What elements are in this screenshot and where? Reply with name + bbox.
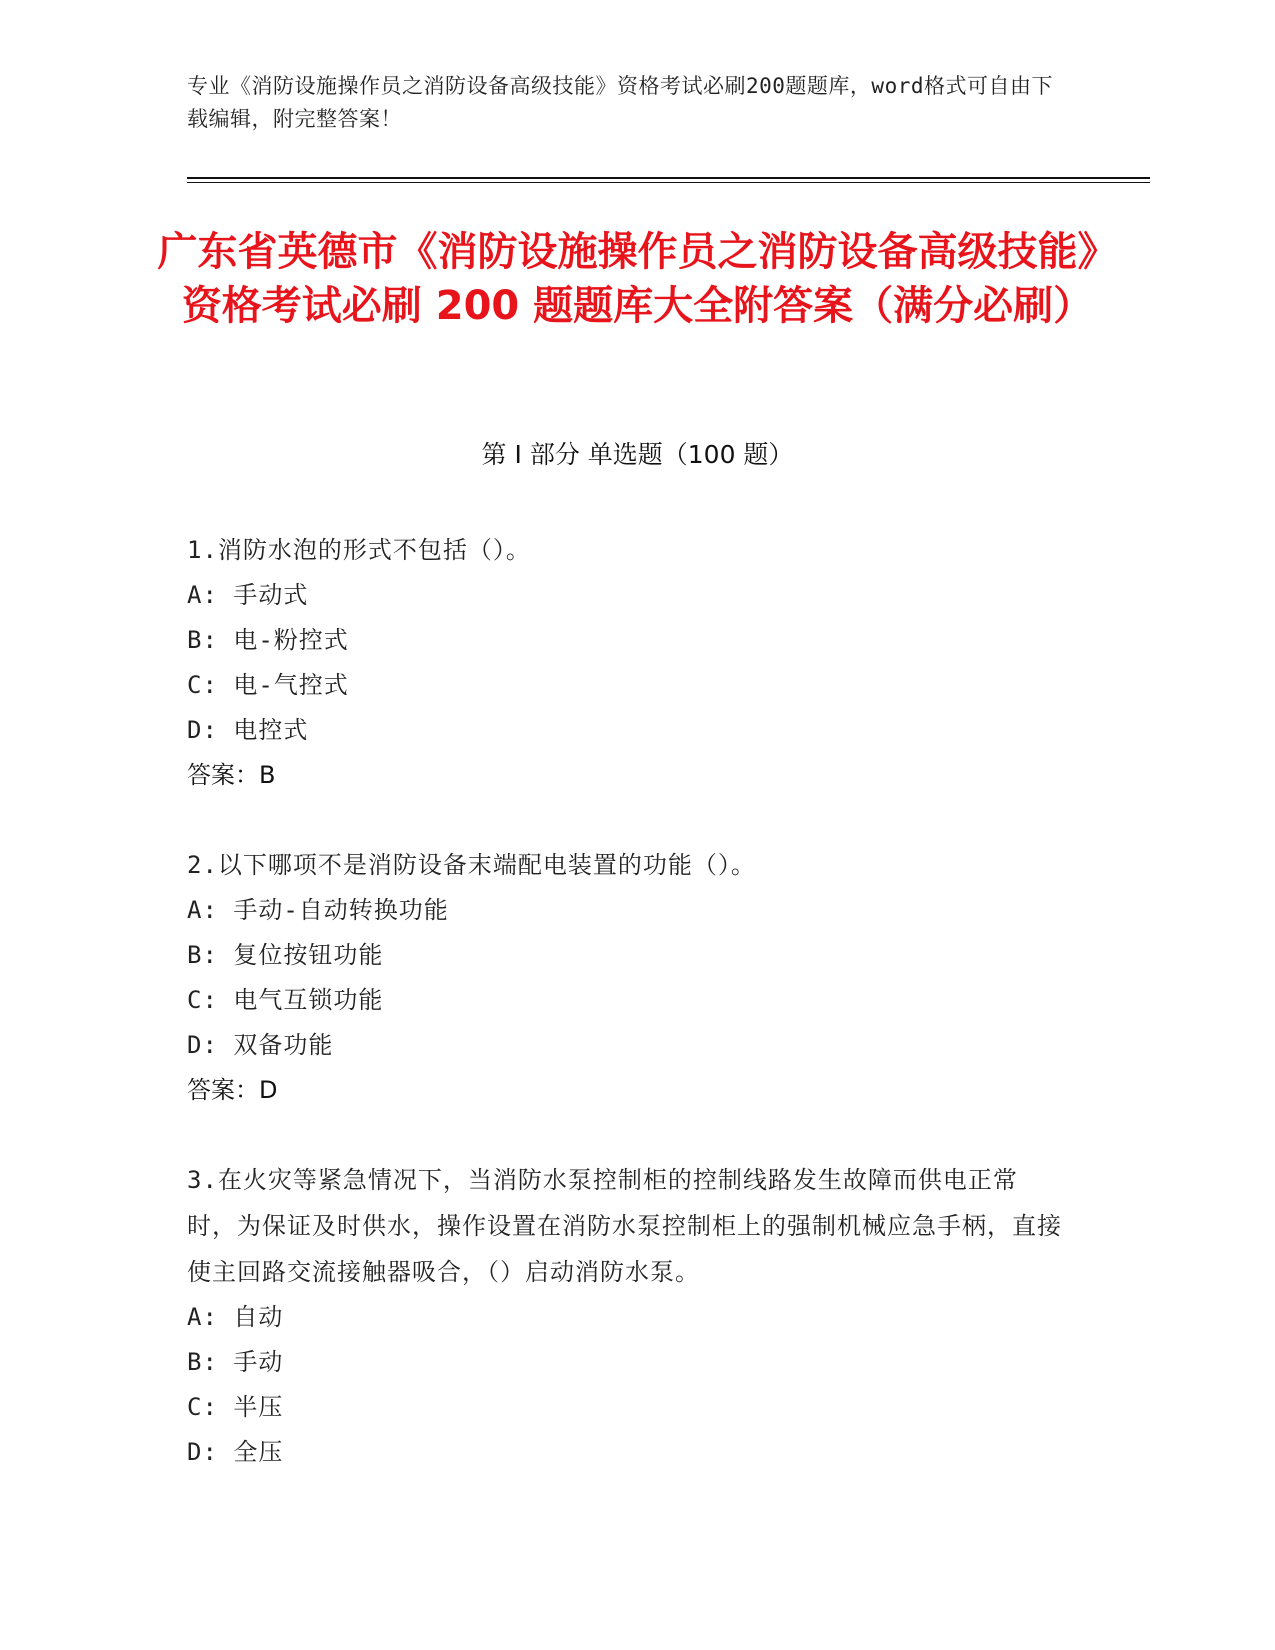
option-b: B: 电-粉控式 [187,626,349,654]
question-stem: 1.消防水泡的形式不包括（）。 [187,536,531,564]
option-b: B: 手动 [187,1348,284,1376]
question-stem: 3.在火灾等紧急情况下，当消防水泵控制柜的控制线路发生故障而供电正常时，为保证及时供水，操作设置在消防水泵控制柜上的强制机械应急手柄，直接使主回路交流接触器吸合，（）启动消防水泵。 [187,1166,1062,1286]
question-stem: 2.以下哪项不是消防设备末端配电装置的功能（）。 [187,851,756,879]
question-item [187,1157,1067,1475]
option-a: A: 自动 [187,1303,284,1331]
header-divider-thick [187,177,1150,179]
option-b: B: 复位按钮功能 [187,941,384,969]
option-d: D: 电控式 [187,716,309,744]
option-a: A: 手动-自动转换功能 [187,896,449,924]
answer-line: 答案：D [187,1076,278,1104]
option-c: C: 电-气控式 [187,671,349,699]
question-item [187,527,1067,797]
option-c: C: 电气互锁功能 [187,986,384,1014]
option-d: D: 双备功能 [187,1031,334,1059]
option-a: A: 手动式 [187,581,309,609]
question-item [187,842,1067,1112]
option-c: C: 半压 [187,1393,284,1421]
header-note: 专业《消防设施操作员之消防设备高级技能》资格考试必刷200题题库，word格式可自由下载编辑，附完整答案！ [187,74,1053,131]
document-title: 广东省英德市《消防设施操作员之消防设备高级技能》资格考试必刷 200 题题库大全附答案（满分必刷） [157,229,1118,329]
question-list [187,527,1067,1520]
section-heading: 第 I 部分 单选题（100 题） [481,440,794,469]
header-divider-thin [187,182,1150,183]
option-d: D: 全压 [187,1438,284,1466]
answer-line: 答案：B [187,761,276,789]
